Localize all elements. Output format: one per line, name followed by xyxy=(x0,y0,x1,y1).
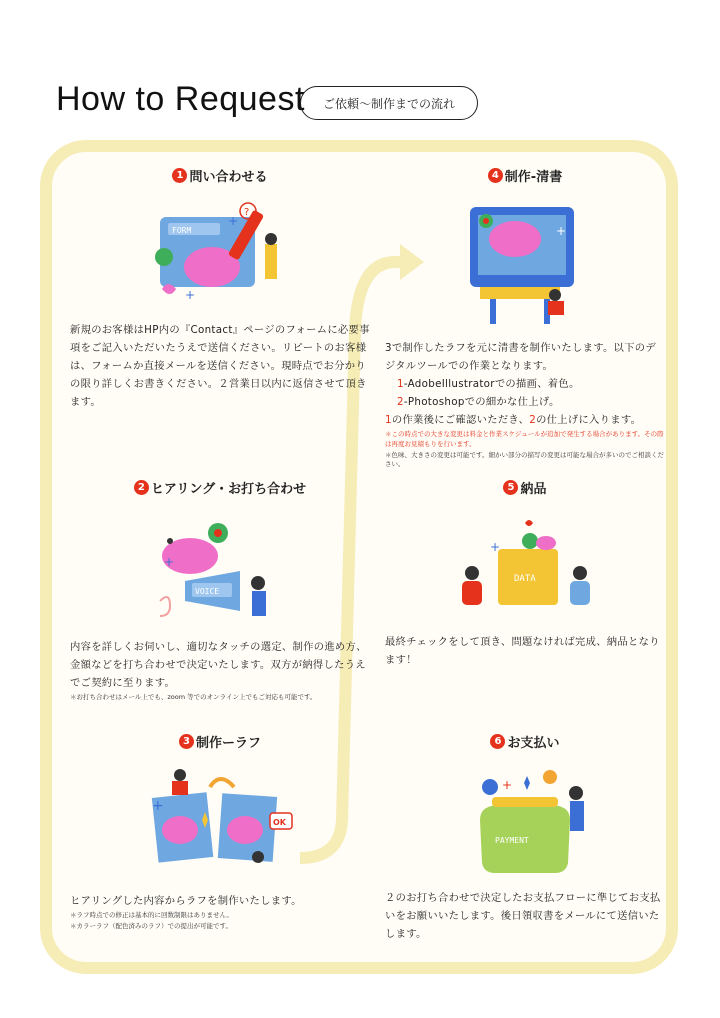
tool-item-text: -AdobeIllustratorでの描画、着色。 xyxy=(403,378,580,391)
process-text: の仕上げに入ります。 xyxy=(536,414,642,427)
svg-text:+: + xyxy=(502,778,513,792)
tool-item-number: 1 xyxy=(397,378,404,391)
payment-purse-illustration xyxy=(450,765,600,877)
step-title: 納品 xyxy=(520,482,547,497)
step-title: 制作-清書 xyxy=(504,170,563,185)
process-number: 2 xyxy=(529,414,537,427)
step-6-heading xyxy=(385,732,665,751)
step-5-heading xyxy=(385,478,665,497)
step-title: お支払い xyxy=(507,736,560,751)
voice-label: VOICE xyxy=(195,587,220,596)
step-4-process-line xyxy=(385,411,665,429)
step-4-heading xyxy=(385,166,665,185)
step-5 xyxy=(385,478,665,669)
step-number: 5 xyxy=(503,480,518,495)
step-title: 問い合わせる xyxy=(189,170,268,185)
page-title: How to Request xyxy=(56,80,305,118)
step-5-description: 最終チェックをして頂き、問題なければ完成、納品となります！ xyxy=(385,636,660,667)
computer-illustration xyxy=(460,199,590,327)
step-6-description: ２のお打ち合わせで決定したお支払フローに準じてお支払いをお願いいたします。後日領収書をメールにて送信いたします。 xyxy=(385,892,661,941)
step-title: 制作ーラフ xyxy=(195,736,261,751)
process-number: 1 xyxy=(385,414,392,427)
step-number: 6 xyxy=(490,734,505,749)
step-4-warning-note: ＊この時点での大きな変更は料金と作業スケジュールが追加で発生する場合があります。その際は再度お見積もりを行います。 xyxy=(385,430,664,448)
step-2-note: ＊お打ち合わせはメール上でも、zoom 等でのオンライン上でもご対応も可能です。 xyxy=(70,693,317,702)
form-illustration xyxy=(140,199,300,309)
step-3-note: ＊ラフ時点での修正は基本的に回数制限はありません。 xyxy=(70,911,233,920)
data-delivery-illustration xyxy=(450,511,600,621)
step-1 xyxy=(70,166,370,411)
step-4 xyxy=(385,166,665,470)
tool-item-number: 2 xyxy=(397,396,404,409)
step-1-heading xyxy=(70,166,370,185)
step-6 xyxy=(385,732,665,943)
step-3-description: ヒアリングした内容からラフを制作いたします。 xyxy=(70,895,302,907)
payment-label: PAYMENT xyxy=(495,836,529,845)
step-4-note: ＊色味、大きさの変更は可能です。細かい部分の描写の変更は可能な場合が多いのでご相談ください。 xyxy=(385,450,664,469)
step-4-description: 3で制作したラフを元に清書を制作いたします。以下のデジタルツールでの作業となります。 xyxy=(385,342,656,373)
data-label: DATA xyxy=(514,574,536,584)
step-2-heading xyxy=(70,478,370,497)
svg-text:+: + xyxy=(490,540,501,554)
tool-item xyxy=(385,393,665,411)
tool-item-text: -Photoshopでの細かな仕上げ。 xyxy=(403,396,560,409)
svg-text:+: + xyxy=(228,214,239,228)
step-3-heading xyxy=(70,732,370,751)
svg-text:+: + xyxy=(556,224,567,238)
process-text: の作業後にご確認いただき、 xyxy=(391,414,530,427)
svg-text:+: + xyxy=(164,555,175,569)
subtitle-pill: ご依頼〜制作までの流れ xyxy=(300,86,478,120)
step-number: 1 xyxy=(172,168,187,183)
svg-text:+: + xyxy=(185,288,196,302)
step-number: 2 xyxy=(134,480,149,495)
step-1-description: 新規のお客様はHP内の『Contact』ページのフォームに必要事項をご記入いただいたうえで送信ください。リピートのお客様は、フォームか直接メールを送信ください。現時点でお分かりの限り詳しくお書きください。２営業日以内に返信させて頂きます。 xyxy=(70,324,370,409)
rough-illustration xyxy=(140,765,300,880)
form-label: FORM xyxy=(172,226,192,235)
svg-text:?: ? xyxy=(244,207,250,218)
step-3 xyxy=(70,732,370,932)
tool-item xyxy=(385,375,665,393)
step-3-note: ＊カラーラフ（配色済みのラフ）での提出が可能です。 xyxy=(70,921,232,930)
step-2 xyxy=(70,478,370,703)
step-number: 3 xyxy=(179,734,194,749)
step-title: ヒアリング・お打ち合わせ xyxy=(150,482,307,497)
step-number: 4 xyxy=(488,168,503,183)
megaphone-illustration xyxy=(140,511,300,626)
step-2-description: 内容を詳しくお伺いし、適切なタッチの選定、制作の進め方、金額などを打ち合わせで決定いたします。双方が納得したうえでご契約に至ります。 xyxy=(70,641,367,690)
svg-text:+: + xyxy=(152,798,164,814)
ok-label: OK xyxy=(273,818,286,827)
